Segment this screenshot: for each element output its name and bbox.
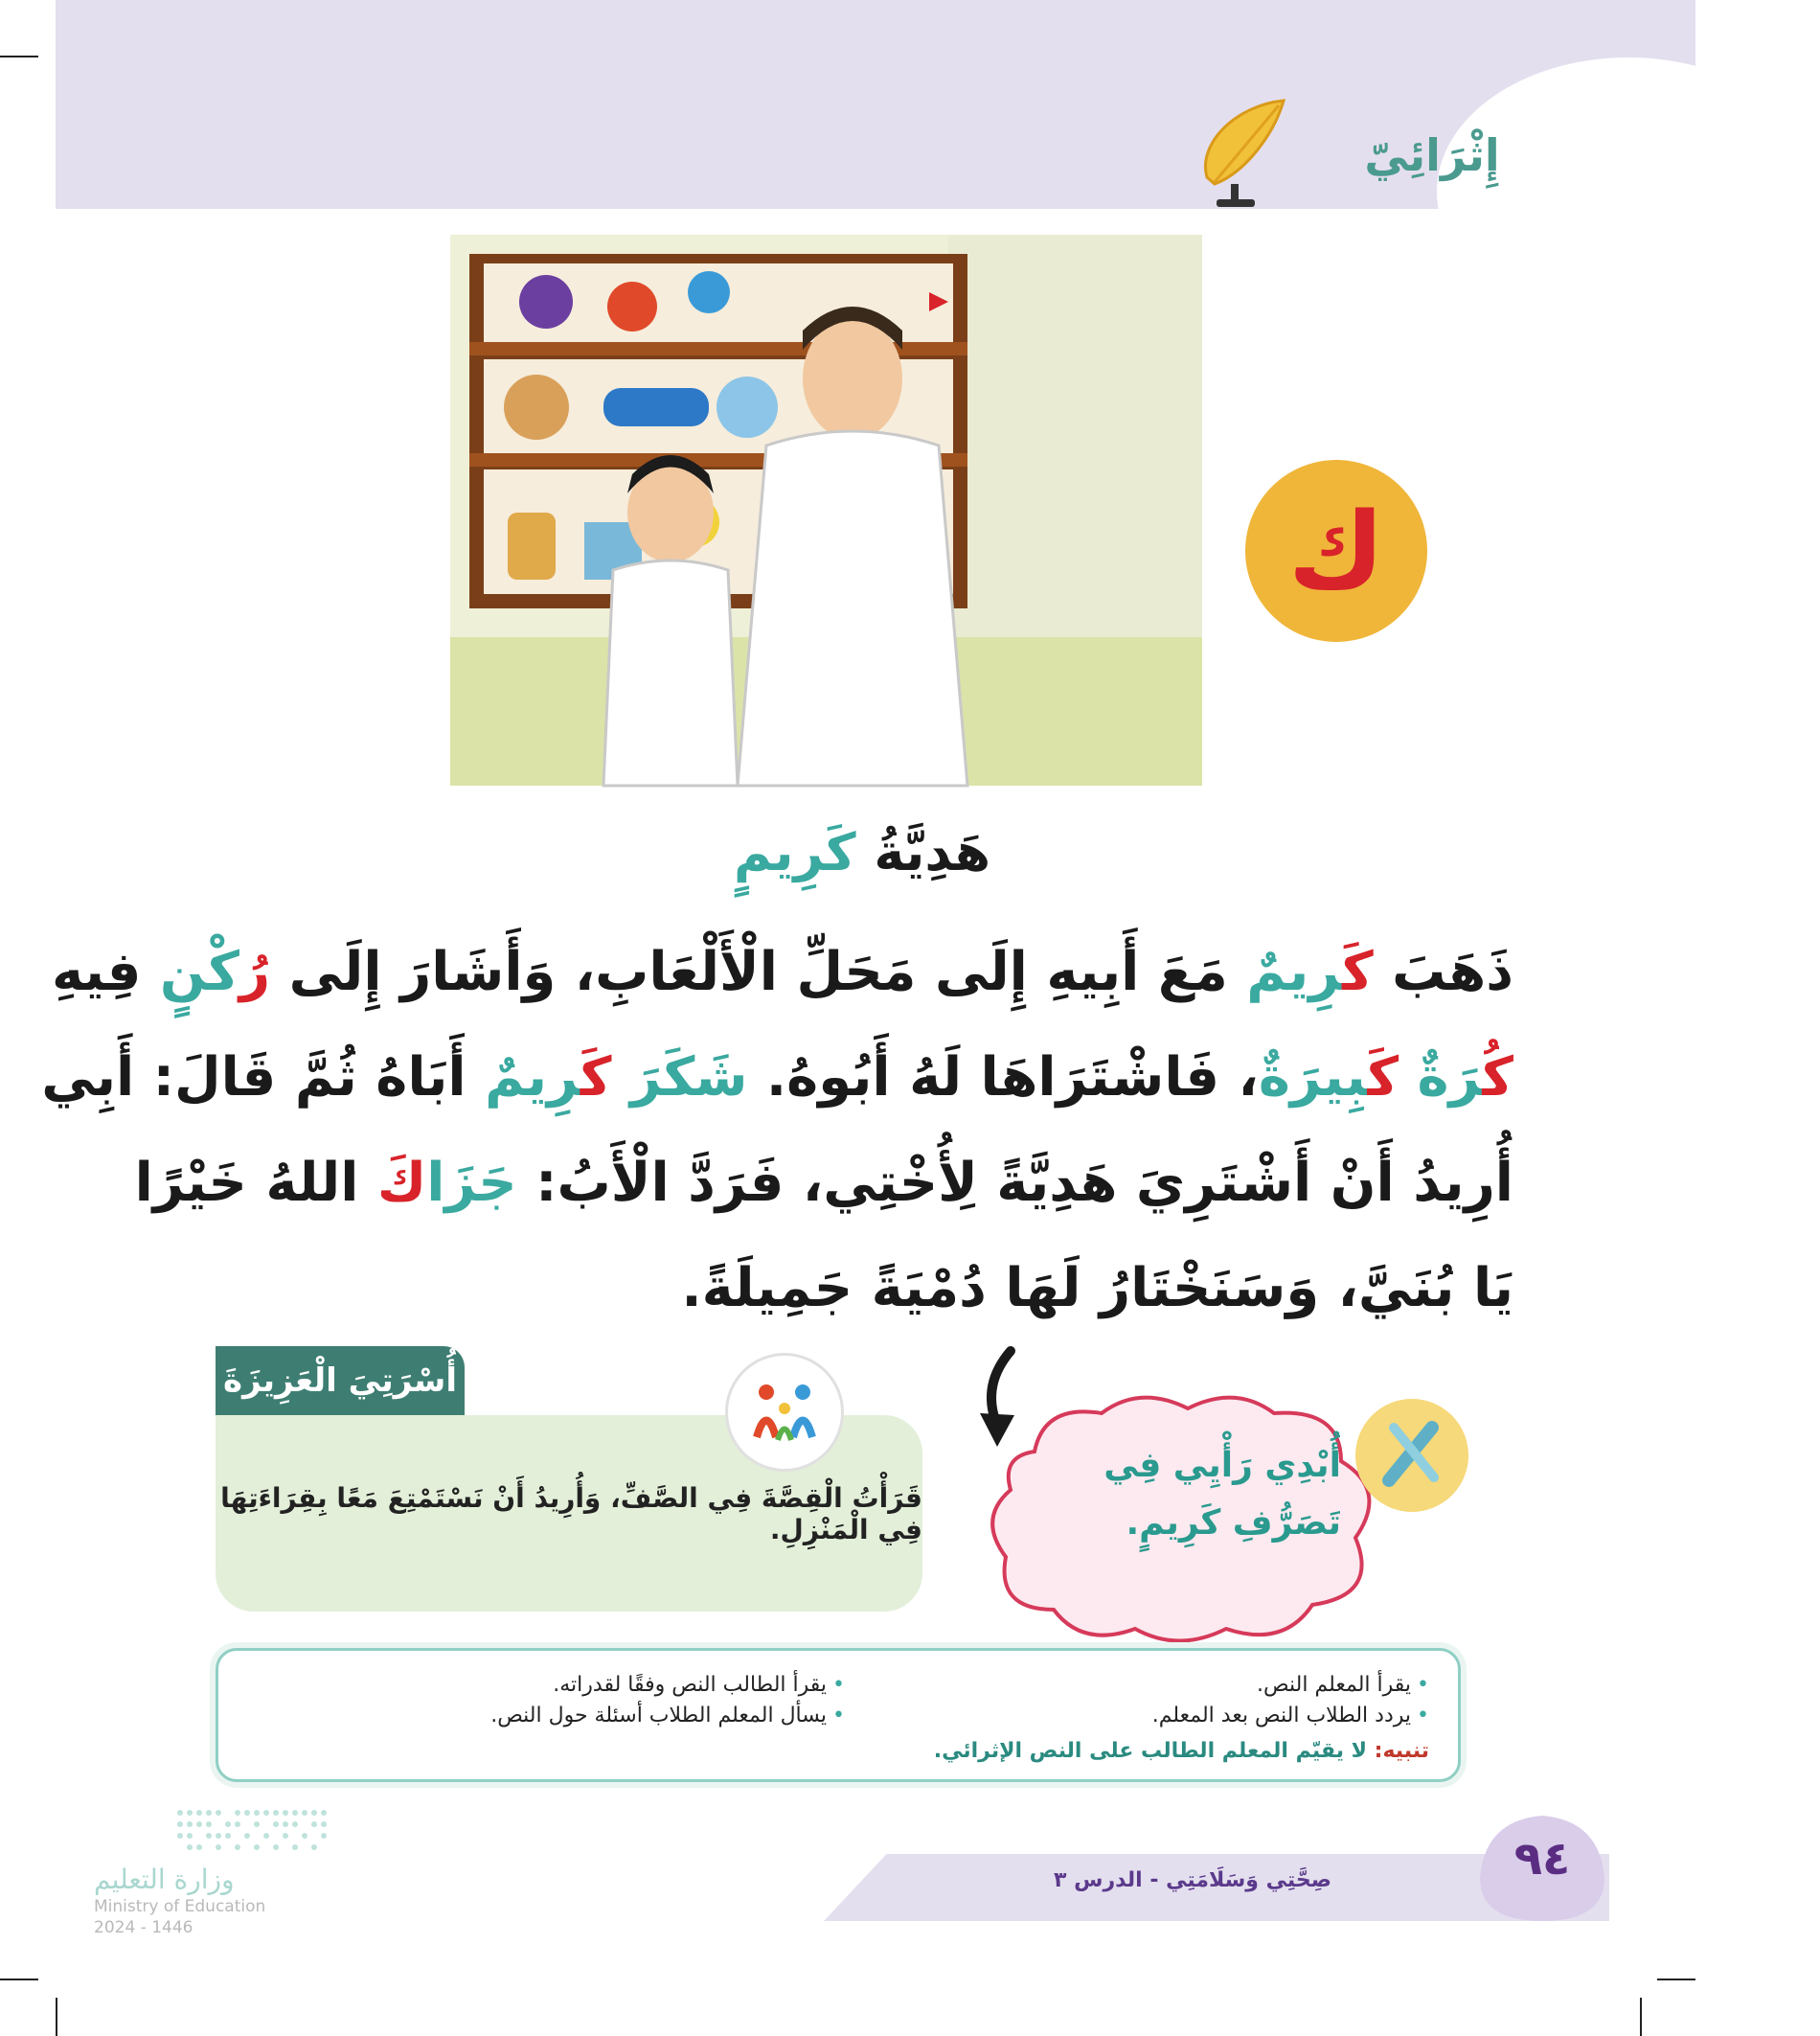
opinion-line-2: تَصَرُّفِ كَرِيمٍ. xyxy=(1126,1503,1341,1543)
crop-mark xyxy=(1657,1979,1695,1980)
story-segment: اللهُ خَيْرًا xyxy=(134,1152,377,1214)
header-curve xyxy=(1437,57,1820,326)
family-tab xyxy=(216,1346,465,1415)
story-segment: رَةٌ xyxy=(1417,1046,1483,1109)
story-title-part1: هَدِيَّةُ xyxy=(874,822,991,882)
story-segment: كَ xyxy=(580,1046,612,1109)
story-line-2 xyxy=(41,1025,1513,1131)
story-segment: كُ xyxy=(1482,1046,1513,1109)
story-segment: جَزَا xyxy=(426,1152,517,1214)
teacher-note: • يقرأ الطالب النص وفقًا لقدراته. xyxy=(490,1670,845,1701)
story-segment: كَ xyxy=(376,1152,427,1214)
story-segment: فِيهِ xyxy=(51,941,160,1003)
story-segment: ، فَاشْتَرَاهَا لَهُ أَبُوهُ. xyxy=(747,1046,1259,1109)
ministry-name-ar: وزارة التعليم xyxy=(94,1864,235,1895)
warning-text: لا يقيّم المعلم الطالب على النص الإثرائي. xyxy=(933,1739,1375,1763)
teacher-notes-right xyxy=(1152,1670,1429,1731)
family-tab-label: أُسْرَتِيَ الْعَزِيزَةَ xyxy=(223,1361,457,1400)
lesson-label: صِحَّتِي وَسَلَامَتِي - الدرس ٣ xyxy=(1054,1868,1331,1892)
story-segment: رُ xyxy=(239,941,271,1003)
story-line-3 xyxy=(134,1131,1513,1236)
crop-mark xyxy=(1640,1998,1642,2036)
story-segment: رِيمٌ xyxy=(1246,941,1343,1003)
story-title xyxy=(575,822,1149,882)
crop-mark xyxy=(0,56,38,57)
family-text: قَرَأْتُ الْقِصَّةَ فِي الصَّفِّ، وَأُرِيدُ أَنْ نَسْتَمْتِعَ مَعًا بِقِرَاءَتِهَا فِي الْمَنْزِلِ. xyxy=(220,1481,922,1545)
opinion-line-1: أُبْدِي رَأْيِي فِي xyxy=(1103,1446,1341,1485)
opinion-text xyxy=(1015,1437,1341,1552)
story-line-4 xyxy=(192,1236,1513,1341)
letter-badge xyxy=(1245,460,1427,642)
section-title: إِثْرَائِيّ xyxy=(1364,129,1500,181)
warning-label: تنبيه: xyxy=(1374,1739,1429,1763)
story-segment: أُرِيدُ أَنْ أَشْتَرِيَ هَدِيَّةً لِأُخْتِي، فَرَدَّ الْأَبُ: xyxy=(516,1152,1513,1214)
story-segment: بِيرَةٌ xyxy=(1258,1046,1368,1109)
story-segment: أَبَاهُ ثُمَّ قَالَ: أَبِي xyxy=(41,1046,486,1109)
story-line-1 xyxy=(51,920,1513,1025)
story-paragraph xyxy=(41,920,1513,1341)
story-segment: كَ xyxy=(1367,1046,1418,1109)
ministry-year: 2024 - 1446 xyxy=(94,1918,193,1937)
quill-icon xyxy=(1188,96,1293,211)
opinion-icon xyxy=(1355,1399,1468,1512)
page-number: ٩٤ xyxy=(1513,1832,1571,1886)
story-segment: كَ xyxy=(1342,941,1374,1003)
letter-kaf: ك xyxy=(1287,490,1385,612)
story-segment: رِيمٌ xyxy=(485,1046,580,1109)
story-segment: مَعَ أَبِيهِ إِلَى مَحَلِّ الْأَلْعَابِ، وَأَشَارَ إِلَى xyxy=(270,941,1247,1003)
teacher-warning xyxy=(934,1739,1429,1763)
story-segment: كْنٍ xyxy=(159,941,239,1003)
story-segment: يَا بُنَيَّ، وَسَنَخْتَارُ لَهَا دُمْيَةً جَمِيلَةً. xyxy=(681,1257,1513,1319)
story-segment: ذَهَبَ xyxy=(1373,941,1513,1003)
crop-mark xyxy=(0,1979,38,1980)
toy-shop-illustration xyxy=(450,235,1202,786)
teacher-note: • يسأل المعلم الطلاب أسئلة حول النص. xyxy=(490,1701,845,1731)
family-icon xyxy=(728,1356,841,1469)
teacher-note: • يقرأ المعلم النص. xyxy=(1152,1670,1429,1701)
story-title-part2: كَرِيمٍ xyxy=(733,822,856,882)
ministry-name-en: Ministry of Education xyxy=(94,1897,266,1916)
teacher-note: • يردد الطلاب النص بعد المعلم. xyxy=(1152,1701,1429,1731)
teacher-notes-box xyxy=(216,1648,1461,1782)
teacher-notes-left xyxy=(490,1670,845,1731)
crop-mark xyxy=(56,1998,57,2036)
story-illustration xyxy=(450,235,1202,786)
story-segment: شَكَرَ xyxy=(611,1046,748,1109)
